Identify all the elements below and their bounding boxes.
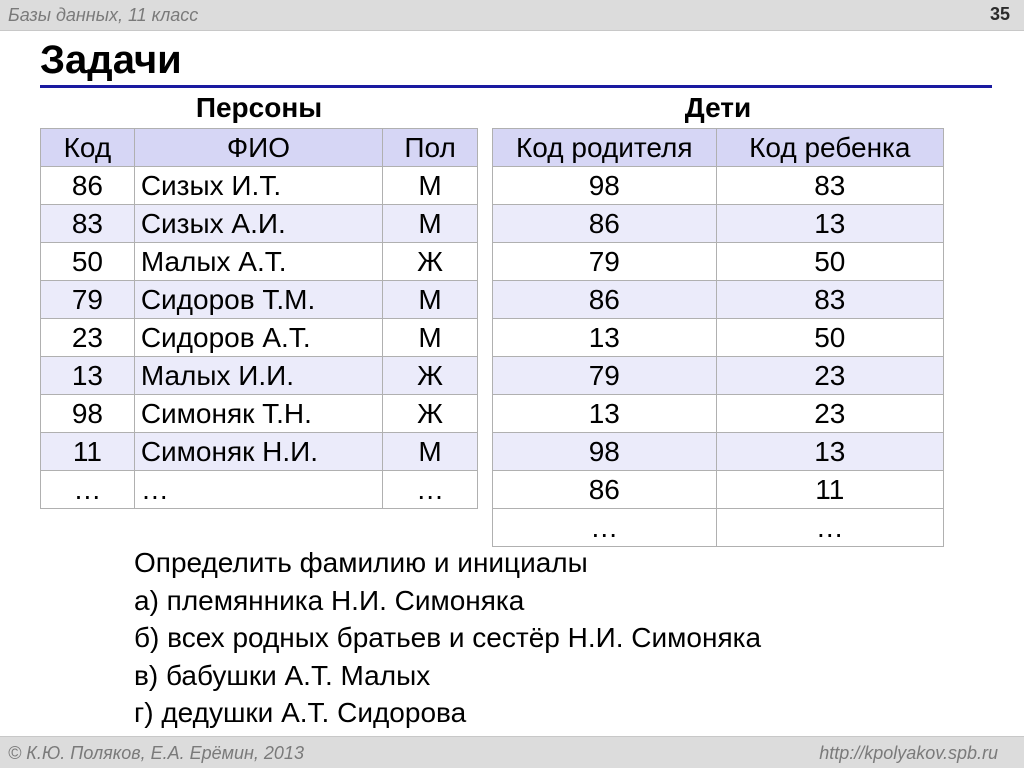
column-header-child-code: Код ребенка [716,129,943,167]
footer-authors: © К.Ю. Поляков, Е.А. Ерёмин, 2013 [8,743,304,763]
cell-code: 11 [41,433,135,471]
cell-sex: М [383,319,478,357]
table-row [41,281,478,319]
cell-fio: Сизых И.Т. [134,167,382,205]
cell-sex: Ж [383,243,478,281]
title-divider [40,85,992,88]
column-header-parent-code: Код родителя [493,129,717,167]
slide-header [0,0,1024,31]
table-row [493,395,944,433]
table-row [493,433,944,471]
cell-parent-code: … [493,509,717,547]
cell-sex: Ж [383,395,478,433]
cell-parent-code: 79 [493,243,717,281]
table-row [493,471,944,509]
cell-sex: М [383,433,478,471]
course-name: Базы данных, 11 класс [8,5,199,25]
cell-code: 86 [41,167,135,205]
children-table [492,128,944,547]
persons-caption: Персоны [195,92,323,123]
slide-title: Задачи [40,38,182,82]
cell-child-code: 13 [716,205,943,243]
task-text [134,544,761,732]
task-line: Определить фамилию и инициалы [134,547,588,578]
cell-parent-code: 13 [493,319,717,357]
table-header-row [41,129,478,167]
cell-fio: Малых А.Т. [134,243,382,281]
cell-sex: М [383,205,478,243]
table-row [41,433,478,471]
cell-parent-code: 86 [493,471,717,509]
cell-fio: Симоняк Т.Н. [134,395,382,433]
slide-footer [0,736,1024,768]
cell-child-code: 83 [716,167,943,205]
task-line: г) дедушки А.Т. Сидорова [134,697,467,728]
cell-child-code: 50 [716,243,943,281]
table-header-row [493,129,944,167]
table-row [493,167,944,205]
cell-child-code: 13 [716,433,943,471]
cell-code: 23 [41,319,135,357]
column-header-fio: ФИО [134,129,382,167]
table-row [493,509,944,547]
task-line: б) всех родных братьев и сестёр Н.И. Симоняка [134,622,762,653]
cell-fio: Малых И.И. [134,357,382,395]
table-row [41,205,478,243]
table-row [41,243,478,281]
table-row [493,319,944,357]
table-row [41,395,478,433]
cell-child-code: … [716,509,943,547]
cell-fio: Сизых А.И. [134,205,382,243]
column-header-sex: Пол [383,129,478,167]
cell-code: 98 [41,395,135,433]
task-line: а) племянника Н.И. Симоняка [134,584,525,616]
cell-child-code: 23 [716,395,943,433]
cell-child-code: 83 [716,281,943,319]
table-row [493,281,944,319]
cell-fio: … [134,471,382,509]
cell-fio: Симоняк Н.И. [134,433,382,471]
table-row [493,205,944,243]
cell-parent-code: 79 [493,357,717,395]
cell-parent-code: 13 [493,395,717,433]
cell-fio: Сидоров Т.М. [134,281,382,319]
column-header-code: Код [41,129,135,167]
cell-code: 50 [41,243,135,281]
cell-child-code: 23 [716,357,943,395]
cell-code: 83 [41,205,135,243]
children-caption: Дети [684,92,752,123]
footer-url: http://kpolyakov.spb.ru [819,743,998,763]
table-row [493,357,944,395]
cell-sex: Ж [383,357,478,395]
cell-sex: … [383,471,478,509]
cell-parent-code: 98 [493,167,717,205]
cell-parent-code: 86 [493,205,717,243]
page-number: 35 [989,4,1010,24]
cell-child-code: 50 [716,319,943,357]
cell-code: 13 [41,357,135,395]
cell-child-code: 11 [716,471,943,509]
table-row [41,357,478,395]
table-row [41,471,478,509]
cell-fio: Сидоров А.Т. [134,319,382,357]
cell-sex: М [383,167,478,205]
table-row [493,243,944,281]
cell-parent-code: 86 [493,281,717,319]
cell-sex: М [383,281,478,319]
persons-table [40,128,478,509]
table-row [41,167,478,205]
cell-code: … [41,471,135,509]
table-row [41,319,478,357]
cell-parent-code: 98 [493,433,717,471]
task-line: в) бабушки А.Т. Малых [134,659,431,691]
cell-code: 79 [41,281,135,319]
